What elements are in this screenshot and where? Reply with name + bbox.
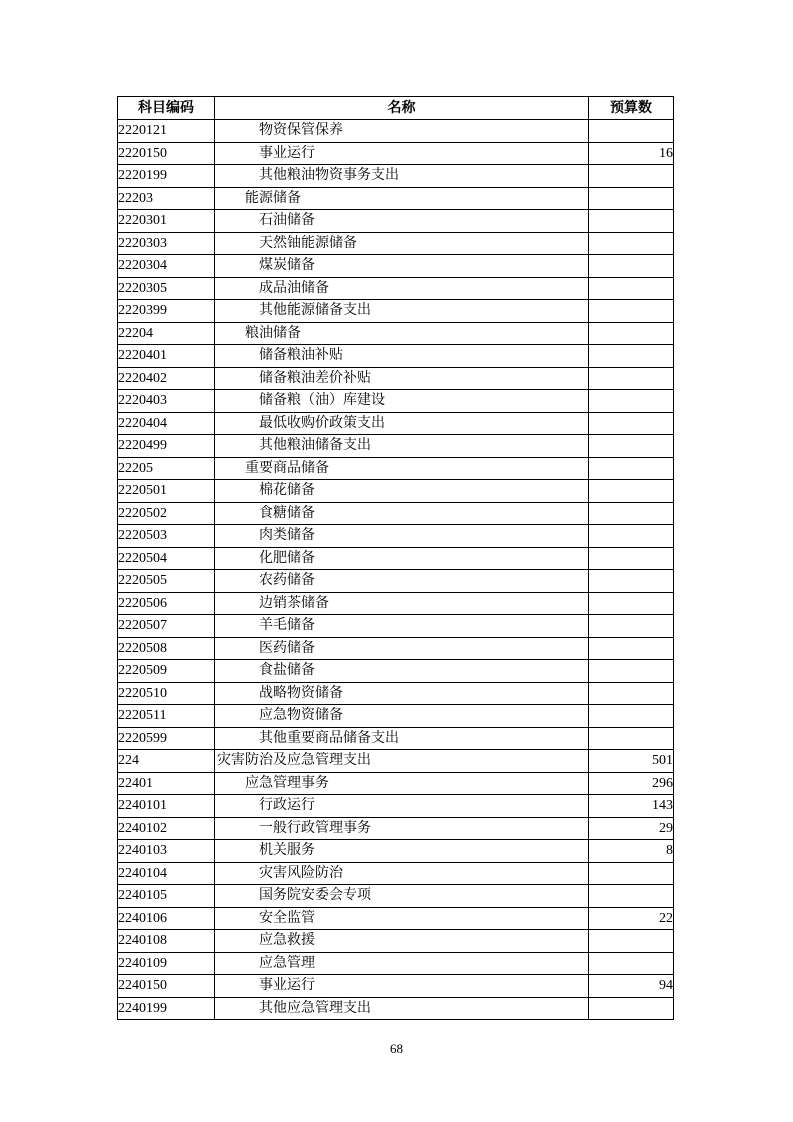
row-code: 2240109 — [118, 952, 215, 975]
row-code: 2240101 — [118, 795, 215, 818]
table-row — [118, 727, 674, 750]
row-amount — [589, 952, 674, 975]
row-name: 其他重要商品储备支出 — [215, 727, 589, 750]
row-amount — [589, 930, 674, 953]
row-name: 天然铀能源储备 — [215, 232, 589, 255]
table-row — [118, 795, 674, 818]
row-code: 2220509 — [118, 660, 215, 683]
table-row — [118, 592, 674, 615]
row-name: 国务院安委会专项 — [215, 885, 589, 908]
row-amount — [589, 862, 674, 885]
table-body — [118, 120, 674, 1020]
row-amount: 501 — [589, 750, 674, 773]
row-code: 2220402 — [118, 367, 215, 390]
header-amount: 预算数 — [589, 97, 674, 120]
row-name: 食糖储备 — [215, 502, 589, 525]
row-code: 2220301 — [118, 210, 215, 233]
row-name: 煤炭储备 — [215, 255, 589, 278]
table-row — [118, 952, 674, 975]
row-code: 2220305 — [118, 277, 215, 300]
table-row — [118, 412, 674, 435]
row-amount — [589, 457, 674, 480]
row-code: 2240106 — [118, 907, 215, 930]
row-code: 2220121 — [118, 120, 215, 143]
row-name: 储备粮油补贴 — [215, 345, 589, 368]
table-row — [118, 660, 674, 683]
row-amount — [589, 390, 674, 413]
row-amount — [589, 525, 674, 548]
table-row — [118, 255, 674, 278]
table-row — [118, 615, 674, 638]
table-row — [118, 750, 674, 773]
header-name: 名称 — [215, 97, 589, 120]
table-row — [118, 277, 674, 300]
row-name: 粮油储备 — [215, 322, 589, 345]
row-amount — [589, 255, 674, 278]
row-name: 能源储备 — [215, 187, 589, 210]
table-row — [118, 322, 674, 345]
row-code: 2220401 — [118, 345, 215, 368]
table-row — [118, 570, 674, 593]
row-amount: 8 — [589, 840, 674, 863]
table-row — [118, 975, 674, 998]
row-code: 2220501 — [118, 480, 215, 503]
row-code: 2240102 — [118, 817, 215, 840]
row-amount — [589, 885, 674, 908]
row-name: 边销茶储备 — [215, 592, 589, 615]
table-row — [118, 232, 674, 255]
row-name: 石油储备 — [215, 210, 589, 233]
table-row — [118, 367, 674, 390]
table-row — [118, 142, 674, 165]
row-amount — [589, 727, 674, 750]
table-row — [118, 187, 674, 210]
row-code: 2220503 — [118, 525, 215, 548]
table-row — [118, 345, 674, 368]
table-row — [118, 772, 674, 795]
row-amount — [589, 210, 674, 233]
row-code: 2240150 — [118, 975, 215, 998]
row-amount — [589, 705, 674, 728]
row-name: 一般行政管理事务 — [215, 817, 589, 840]
row-name: 灾害风险防治 — [215, 862, 589, 885]
row-amount — [589, 232, 674, 255]
row-code: 2220404 — [118, 412, 215, 435]
row-amount — [589, 435, 674, 458]
row-name: 应急管理 — [215, 952, 589, 975]
row-code: 2220511 — [118, 705, 215, 728]
table-row — [118, 840, 674, 863]
row-name: 事业运行 — [215, 142, 589, 165]
row-name: 化肥储备 — [215, 547, 589, 570]
row-amount — [589, 322, 674, 345]
table-header — [118, 97, 674, 120]
row-code: 22203 — [118, 187, 215, 210]
row-name: 医药储备 — [215, 637, 589, 660]
page-number: 68 — [390, 1041, 403, 1056]
row-name: 灾害防治及应急管理支出 — [215, 750, 589, 773]
row-amount — [589, 547, 674, 570]
row-amount — [589, 637, 674, 660]
row-name: 羊毛储备 — [215, 615, 589, 638]
table-row — [118, 930, 674, 953]
row-amount — [589, 300, 674, 323]
row-code: 2220399 — [118, 300, 215, 323]
row-name: 最低收购价政策支出 — [215, 412, 589, 435]
table-row — [118, 817, 674, 840]
row-code: 2220506 — [118, 592, 215, 615]
row-code: 2220304 — [118, 255, 215, 278]
row-amount — [589, 165, 674, 188]
row-name: 事业运行 — [215, 975, 589, 998]
table-row — [118, 705, 674, 728]
row-name: 行政运行 — [215, 795, 589, 818]
row-name: 农药储备 — [215, 570, 589, 593]
row-amount — [589, 367, 674, 390]
row-amount — [589, 277, 674, 300]
table-row — [118, 907, 674, 930]
row-code: 2220508 — [118, 637, 215, 660]
row-code: 2220502 — [118, 502, 215, 525]
row-name: 其他粮油物资事务支出 — [215, 165, 589, 188]
row-amount — [589, 120, 674, 143]
row-amount — [589, 570, 674, 593]
row-name: 储备粮（油）库建设 — [215, 390, 589, 413]
row-amount — [589, 502, 674, 525]
row-name: 其他能源储备支出 — [215, 300, 589, 323]
table-row — [118, 435, 674, 458]
row-name: 重要商品储备 — [215, 457, 589, 480]
row-code: 2220199 — [118, 165, 215, 188]
row-code: 2240108 — [118, 930, 215, 953]
row-amount — [589, 615, 674, 638]
row-name: 肉类储备 — [215, 525, 589, 548]
row-amount — [589, 480, 674, 503]
row-code: 22205 — [118, 457, 215, 480]
row-amount: 22 — [589, 907, 674, 930]
row-code: 2240199 — [118, 997, 215, 1020]
row-name: 应急物资储备 — [215, 705, 589, 728]
table-row — [118, 457, 674, 480]
row-name: 物资保管保养 — [215, 120, 589, 143]
row-code: 2220510 — [118, 682, 215, 705]
table-row — [118, 165, 674, 188]
row-name: 成品油储备 — [215, 277, 589, 300]
row-name: 其他粮油储备支出 — [215, 435, 589, 458]
row-code: 2220599 — [118, 727, 215, 750]
table-row — [118, 210, 674, 233]
row-amount — [589, 412, 674, 435]
row-code: 22204 — [118, 322, 215, 345]
row-amount: 296 — [589, 772, 674, 795]
row-name: 应急管理事务 — [215, 772, 589, 795]
row-name: 应急救援 — [215, 930, 589, 953]
header-code: 科目编码 — [118, 97, 215, 120]
table-row — [118, 525, 674, 548]
row-code: 2220507 — [118, 615, 215, 638]
table-row — [118, 682, 674, 705]
row-name: 食盐储备 — [215, 660, 589, 683]
row-code: 2240103 — [118, 840, 215, 863]
row-name: 其他应急管理支出 — [215, 997, 589, 1020]
row-code: 2220499 — [118, 435, 215, 458]
row-amount — [589, 682, 674, 705]
table-row — [118, 862, 674, 885]
row-name: 储备粮油差价补贴 — [215, 367, 589, 390]
header-row — [118, 97, 674, 120]
row-amount — [589, 997, 674, 1020]
row-name: 战略物资储备 — [215, 682, 589, 705]
budget-table — [117, 96, 674, 1020]
table-row — [118, 300, 674, 323]
table-row — [118, 480, 674, 503]
row-amount — [589, 660, 674, 683]
table-row — [118, 997, 674, 1020]
table-row — [118, 637, 674, 660]
table-row — [118, 120, 674, 143]
row-amount: 143 — [589, 795, 674, 818]
row-code: 2220150 — [118, 142, 215, 165]
row-code: 2220505 — [118, 570, 215, 593]
row-code: 2220504 — [118, 547, 215, 570]
row-code: 2240105 — [118, 885, 215, 908]
table-row — [118, 547, 674, 570]
row-name: 棉花储备 — [215, 480, 589, 503]
row-amount: 16 — [589, 142, 674, 165]
row-amount — [589, 187, 674, 210]
row-name: 机关服务 — [215, 840, 589, 863]
row-amount: 94 — [589, 975, 674, 998]
row-name: 安全监管 — [215, 907, 589, 930]
table-row — [118, 502, 674, 525]
row-code: 2220403 — [118, 390, 215, 413]
row-code: 224 — [118, 750, 215, 773]
row-code: 2240104 — [118, 862, 215, 885]
row-amount — [589, 345, 674, 368]
row-amount — [589, 592, 674, 615]
row-amount: 29 — [589, 817, 674, 840]
table-row — [118, 885, 674, 908]
row-code: 2220303 — [118, 232, 215, 255]
table-row — [118, 390, 674, 413]
row-code: 22401 — [118, 772, 215, 795]
